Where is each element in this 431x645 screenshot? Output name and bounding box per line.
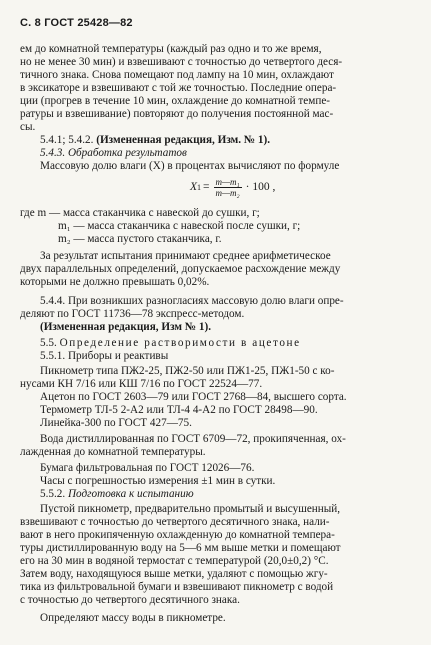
text-line: Вода дистиллированная по ГОСТ 6709—72, прокипяченная, ох- xyxy=(40,433,346,445)
formula-fraction xyxy=(214,177,242,198)
page-header: С. 8 ГОСТ 25428—82 xyxy=(20,17,133,29)
text-line: которыми не должно превышать 0,02%. xyxy=(20,276,210,288)
text-line: 5.4.4. При возникших разногласиях массовую долю влаги опре- xyxy=(40,295,344,307)
formula-denominator: m—m₂ xyxy=(215,187,240,198)
text-line: нусами КН 7/16 или КШ 7/16 по ГОСТ 22524—77. xyxy=(20,378,263,390)
text-line: Термометр ТЛ-5 2-А2 или ТЛ-4 4-А2 по ГОСТ 28498—90. xyxy=(40,404,318,416)
text-line: За результат испытания принимают среднее арифметическое xyxy=(40,250,331,262)
formula-eq: = xyxy=(203,181,210,193)
text-line: Линейка-300 по ГОСТ 427—75. xyxy=(40,417,192,429)
text-line: вают в него прокипяченную охлажденную до комнатной темпера- xyxy=(20,529,335,541)
text-line: ратуры и взвешивание) повторяют до получения постоянной мас- xyxy=(20,108,334,120)
text-line: Затем воду, находящуюся выше метки, удаляют с помощью жгу- xyxy=(20,568,328,580)
section-5-5-2-heading xyxy=(40,488,194,500)
text-line: с точностью до четвертого десятичного знака. xyxy=(20,594,240,606)
section-5-5-1-heading: 5.5.1. Приборы и реактивы xyxy=(40,350,169,362)
section-5-4-1-heading xyxy=(40,134,270,146)
text-line: Бумага фильтровальная по ГОСТ 12026—76. xyxy=(40,462,255,474)
text-line: Пикнометр типа ПЖ2-25, ПЖ2-50 или ПЖ1-25, ПЖ1-50 с ко- xyxy=(40,365,335,377)
formula-lhs: X xyxy=(190,181,198,193)
moisture-formula xyxy=(190,174,275,200)
formula-numerator: m—m₁ xyxy=(215,176,240,187)
text-line: сы. xyxy=(20,121,36,133)
formula-rhs: · 100 , xyxy=(245,181,276,193)
text-line: Часы с погрешностью измерения ±1 мин в сутки. xyxy=(40,475,276,487)
text-line: Массовую долю влаги (X) в процентах вычисляют по формуле xyxy=(40,160,340,172)
text-line: двух параллельных определений, допускаемое расхождение между xyxy=(20,263,341,275)
amendment-note: (Измененная редакция, Изм. № 1). xyxy=(96,134,271,146)
text-line: Пустой пикнометр, предварительно промытый и высушенный, xyxy=(40,503,341,515)
amendment-note: (Измененная редакция, Изм № 1). xyxy=(40,321,211,333)
text-line: взвешивают с точностью до четвертого десятичного знака, нали- xyxy=(20,516,330,528)
text-line: туры дистиллированную воду на 5—6 мм выше метки и помещают xyxy=(20,542,341,554)
text-line: лажденная до комнатной температуры. xyxy=(20,446,206,458)
section-5-5-heading xyxy=(40,337,301,349)
text-line: тика из фильтровальной бумаги и взвешивают пикнометр с водой xyxy=(20,581,334,593)
section-number: 5.5.2. xyxy=(40,488,68,500)
text-line: Определяют массу воды в пикнометре. xyxy=(40,612,226,624)
text-line: его на 30 мин в водяной термостат с температурой (20,0±0,2) °С. xyxy=(20,555,329,567)
section-number: 5.5. xyxy=(40,337,60,349)
section-number: 5.4.1; 5.4.2. xyxy=(40,134,97,146)
section-title: Определение растворимости в ацетоне xyxy=(59,337,301,349)
text-line: тичного знака. Снова помещают под лампу на 10 мин, охлаждают xyxy=(20,69,334,81)
definition-line: m₁ — масса стаканчика с навеской после сушки, г; xyxy=(58,220,301,232)
text-line: деляют по ГОСТ 11736—78 экспресс-методом. xyxy=(20,308,245,320)
formula-lhs-sub: 1 xyxy=(197,182,202,192)
text-line: в эксикаторе и взвешивают с той же точностью. Последние опера- xyxy=(20,82,337,94)
text-line: ции (прогрев в течение 10 мин, охлаждение до комнатной темпе- xyxy=(20,95,331,107)
section-5-4-3-heading: 5.4.3. Обработка результатов xyxy=(40,147,187,159)
definition-line: m₂ — масса пустого стаканчика, г. xyxy=(58,233,222,245)
text-line: но не менее 30 мин) и взвешивают с точностью до четвертого деся- xyxy=(20,56,343,68)
text-line: ем до комнатной температуры (каждый раз одно и то же время, xyxy=(20,43,322,55)
text-line: Ацетон по ГОСТ 2603—79 или ГОСТ 2768—84, высшего сорта. xyxy=(40,391,347,403)
section-title: Подготовка к испытанию xyxy=(67,488,194,500)
definition-line: где m — масса стаканчика с навеской до сушки, г; xyxy=(20,207,260,219)
